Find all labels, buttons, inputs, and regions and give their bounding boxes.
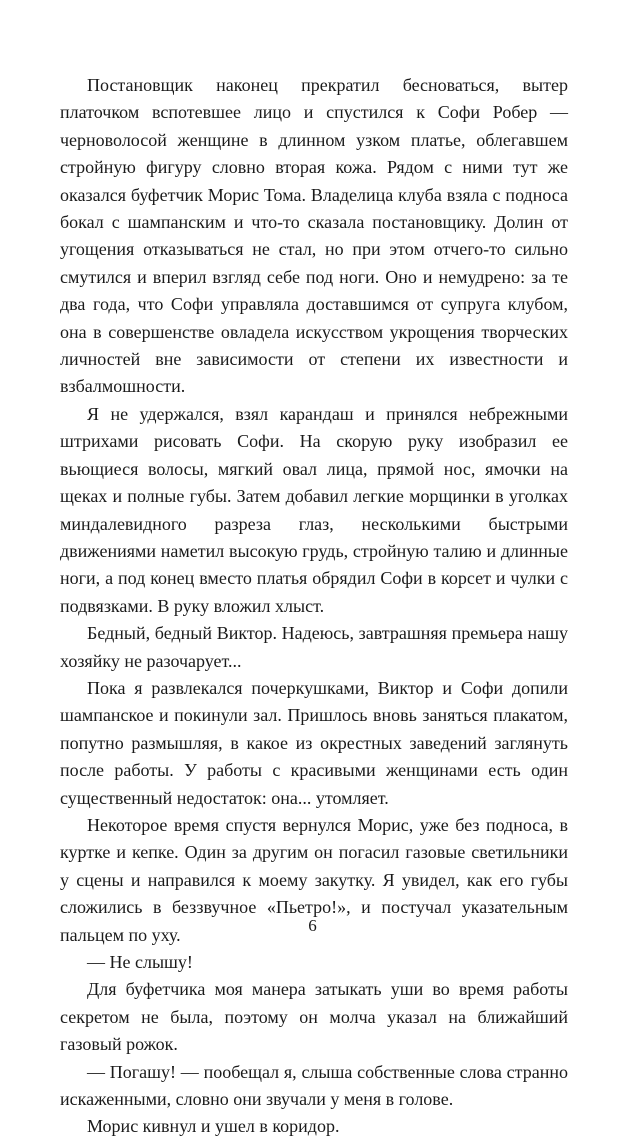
paragraph-5: Некоторое время спустя вернулся Морис, уже без подноса, в куртке и кепке. Один за другим он погасил газовые светильники у сцены и направился к моему закутку. Я увидел, как его губы сложились в беззвучное «Пьетро!», и постучал указательным пальцем по уху. [60,814,568,945]
page-text [60,72,568,1141]
dialogue-line-1: — Не слышу! [87,952,193,972]
paragraph-2: Я не удержался, взял карандаш и принялся небрежными штрихами рисовать Софи. На скорую руку изобразил ее вьющиеся волосы, мягкий овал лица, прямой нос, ямочки на щеках и полные губы. Затем добавил легкие морщинки в уголках миндалевидного разреза глаз, несколькими быстрыми движениями наметил высокую грудь, стройную талию и длинные ноги, а под конец вместо платья обрядил Софи в корсет и чулки с подвязками. В руку вложил хлыст. [60,403,568,616]
dialogue-line-2: — Погашу! — пообещал я, слыша собственные слова странно искаженными, словно они звучали у меня в голове. [60,1061,568,1110]
paragraph-3: Бедный, бедный Виктор. Надеюсь, завтрашняя премьера нашу хозяйку не разочарует... [60,623,568,671]
paragraph-9: Морис кивнул и ушел в коридор. [87,1116,340,1137]
paragraph-7: Для буфетчика моя манера затыкать уши во время работы секретом не была, поэтому он молча указал на ближайший газовый рожок. [60,979,568,1055]
paragraph-4: Пока я развлекался почеркушками, Виктор и Софи допили шампанское и покинули зал. Пришлось вновь заняться плакатом, попутно размышляя, в какое из окрестных заведений заглянуть после работы. У работы с красивыми женщинами есть один существенный недостаток: она... утомляет. [60,677,568,808]
page-number: 6 [308,916,317,935]
paragraph-1: Постановщик наконец прекратил беснoваться, вытер платочком вспотевшее лицо и спустился к Софи Робер — черноволосой женщине в длинном узком платье, облегавшем стройную фигуру словно вторая кожа. Рядом с ними тут же оказался буфетчик Морис Тома. Владелица клуба взяла с подноса бокал с шампанским и что-то сказала постановщику. Долин от угощения отказываться не стал, но при этом отчего-то сильно смутился и вперил взгляд себе под ноги. Оно и немудрено: за те два года, что Софи управляла доставшимся от супруга клубом, она в совершенстве овладела искусством укрощения творческих личностей вне зависимости от степени их известности и взбалмошности. [60,75,568,397]
